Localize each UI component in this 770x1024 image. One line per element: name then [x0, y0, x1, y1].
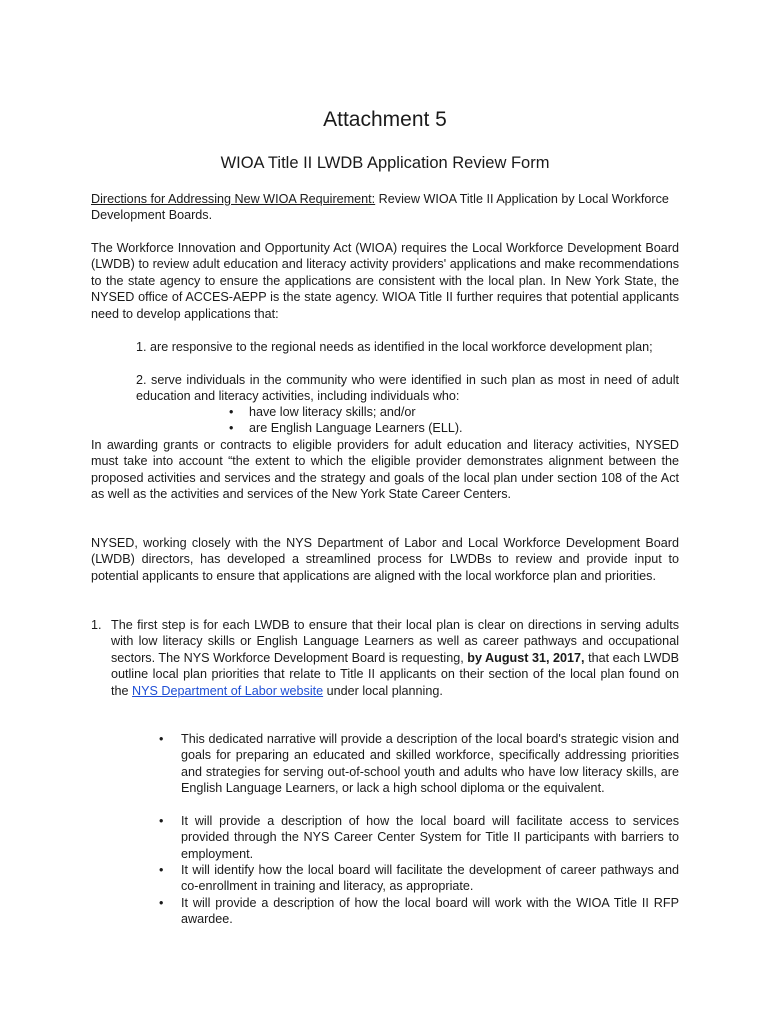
requirement-item-2: 2. serve individuals in the community who were identified in such plan as most in need of adult education and literacy activities, including individuals who: [136, 373, 679, 404]
narrative-bullet-3 [159, 862, 679, 895]
narrative-text: This dedicated narrative will provide a description of the local board's strategic vision and goals for preparing an educated and skilled workforce, specifically addressing priorities and strategies for serving out-of-school youth and adults who have low literacy skills, are English Language Learners, or lack a high school diploma or the equivalent. [181, 732, 679, 796]
step-deadline: by August 31, 2017, [467, 650, 585, 665]
intro-paragraph: The Workforce Innovation and Opportunity Act (WIOA) requires the Local Workforce Development Board (LWDB) to review adult education and literacy activity providers' applications and make recommendations to the state agency to ensure the applications are consistent with the local plan. In New York State, the NYSED office of ACCES-AEPP is the state agency. WIOA Title II further requires that potential applicants need to develop applications that: [91, 241, 679, 321]
narrative-bullet-1 [159, 731, 679, 797]
bullet-icon: • [229, 421, 234, 435]
bullet-icon: • [159, 732, 164, 746]
directions-label: Directions for Addressing New WIOA Requirement: [91, 192, 376, 206]
form-title: WIOA Title II LWDB Application Review Form [220, 154, 550, 172]
narrative-text: It will provide a description of how the local board will work with the WIOA Title II RFP awardee. [181, 896, 679, 927]
directions-paragraph [91, 191, 679, 224]
page-title: Attachment 5 [323, 108, 447, 131]
bullet-icon: • [159, 814, 164, 828]
step-text-b: that each LWDB outline local plan priorities that relate to Title II applicants on their section of the local plan found on the [111, 650, 679, 698]
narrative-text: It will identify how the local board will facilitate the development of career pathways and co-enrollment in training and literacy, as appropriate. [181, 863, 679, 894]
bullet-icon: • [229, 405, 234, 419]
nysed-paragraph: NYSED, working closely with the NYS Department of Labor and Local Workforce Development Board (LWDB) directors, has developed a streamlined process for LWDBs to review and provide input to potential applicants to ensure that applications are aligned with the local workforce plan and priorities. [91, 536, 679, 583]
individual-bullet-1 [229, 404, 679, 420]
step-1-item [91, 617, 679, 699]
individual-bullet-2 [229, 420, 679, 436]
step-text-a: The first step is for each LWDB to ensure that their local plan is clear on directions in serving adults with low literacy skills or English Language Learners as well as career pathways and occupational sectors. The NYS Workforce Development Board is requesting, [111, 618, 679, 665]
nys-dol-website-link[interactable]: NYS Department of Labor website [132, 683, 324, 698]
step-text-c: under local planning. [323, 683, 443, 698]
narrative-bullet-2 [159, 813, 679, 862]
bullet-icon: • [159, 863, 164, 877]
bullet-icon: • [159, 896, 164, 910]
individual-text: are English Language Learners (ELL). [249, 421, 463, 435]
narrative-text: It will provide a description of how the local board will facilitate access to services provided through the NYS Career Center System for Title II participants with barriers to employment. [181, 814, 679, 861]
step-number: 1. [91, 618, 102, 632]
awarding-paragraph: In awarding grants or contracts to eligible providers for adult education and literacy activities, NYSED must take into account “the extent to which the eligible provider demonstrates alignment between the proposed activities and services and the strategy and goals of the local plan under section 108 of the Act as well as the activities and services of the New York State Career Centers. [91, 438, 679, 502]
requirement-item-1: 1. are responsive to the regional needs as identified in the local workforce development plan; [136, 340, 653, 354]
directions-text: Review WIOA Title II Application by Local Workforce Development Boards. [91, 192, 669, 223]
individual-text: have low literacy skills; and/or [249, 405, 416, 419]
narrative-bullet-4 [159, 895, 679, 928]
